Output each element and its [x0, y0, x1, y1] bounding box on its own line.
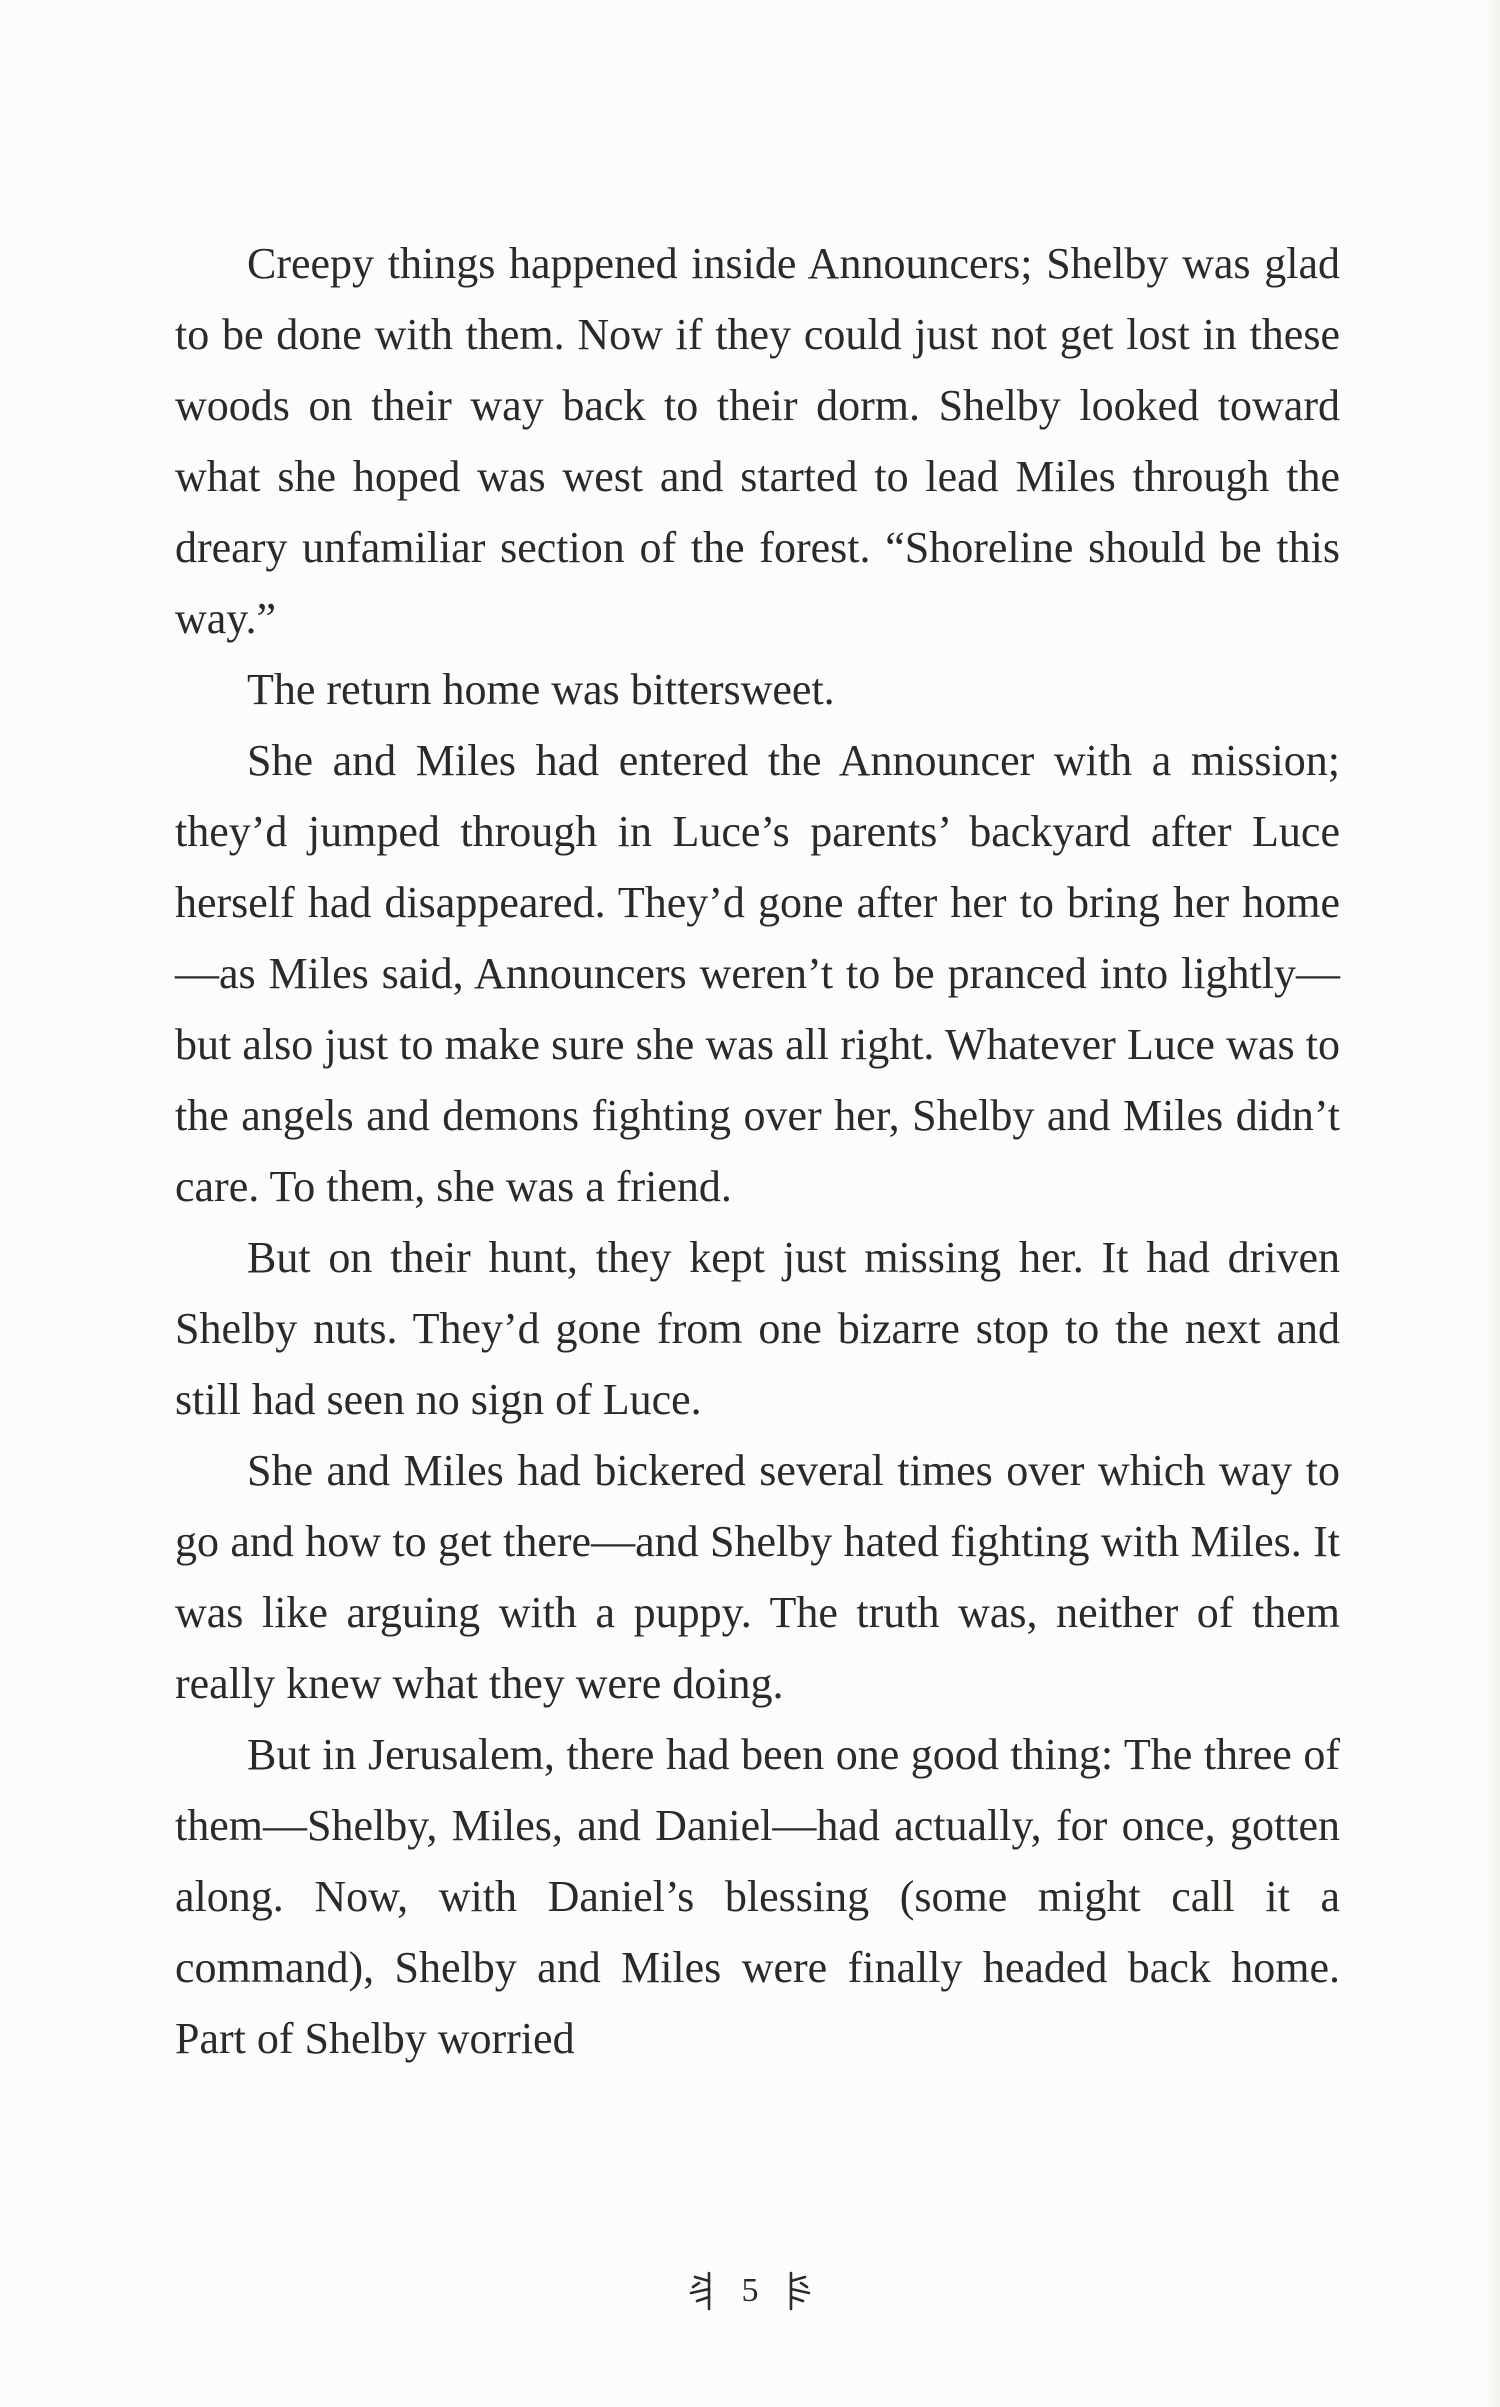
page-edge — [1486, 0, 1500, 2407]
paragraph: The return home was bittersweet. — [247, 665, 835, 714]
page-folio — [0, 2264, 1500, 2316]
paragraph: But in Jerusalem, there had been one good thing: The three of them—Shelby, Miles, and Daniel—had actually, for once, gotten along. Now, with Daniel’s blessing (some might call it a command), Shelby and Miles were finally headed back home. Part of Shelby worried — [175, 1730, 1340, 2063]
paragraph: Creepy things happened inside Announcers; Shelby was glad to be done with them. Now if they could just not get lost in these woods on their way back to their dorm. Shelby looked toward what she hoped was west and started to lead Miles through the dreary unfamiliar section of the forest. “Shoreline should be this way.” — [175, 239, 1340, 643]
body-text — [175, 228, 1340, 2074]
page-number: 5 — [741, 2272, 759, 2310]
paragraph: She and Miles had bickered several times over which way to go and how to get there—and Shelby hated fighting with Miles. It was like arguing with a puppy. The truth was, neither of them really knew what they were doing. — [175, 1446, 1340, 1708]
paragraph: But on their hunt, they kept just missing her. It had driven Shelby nuts. They’d gone from one bizarre stop to the next and still had seen no sign of Luce. — [175, 1233, 1340, 1424]
paragraph: She and Miles had entered the Announcer with a mission; they’d jumped through in Luce’s parents’ backyard after Luce herself had disappeared. They’d gone after her to bring her home—as Miles said, Announcers weren’t to be pranced into lightly—but also just to make sure she was all right. Whatever Luce was to the angels and demons fighting over her, Shelby and Miles didn’t care. To them, she was a friend. — [175, 736, 1340, 1211]
folio-ornament-left-icon — [685, 2269, 719, 2313]
folio-ornament-right-icon — [781, 2269, 815, 2313]
